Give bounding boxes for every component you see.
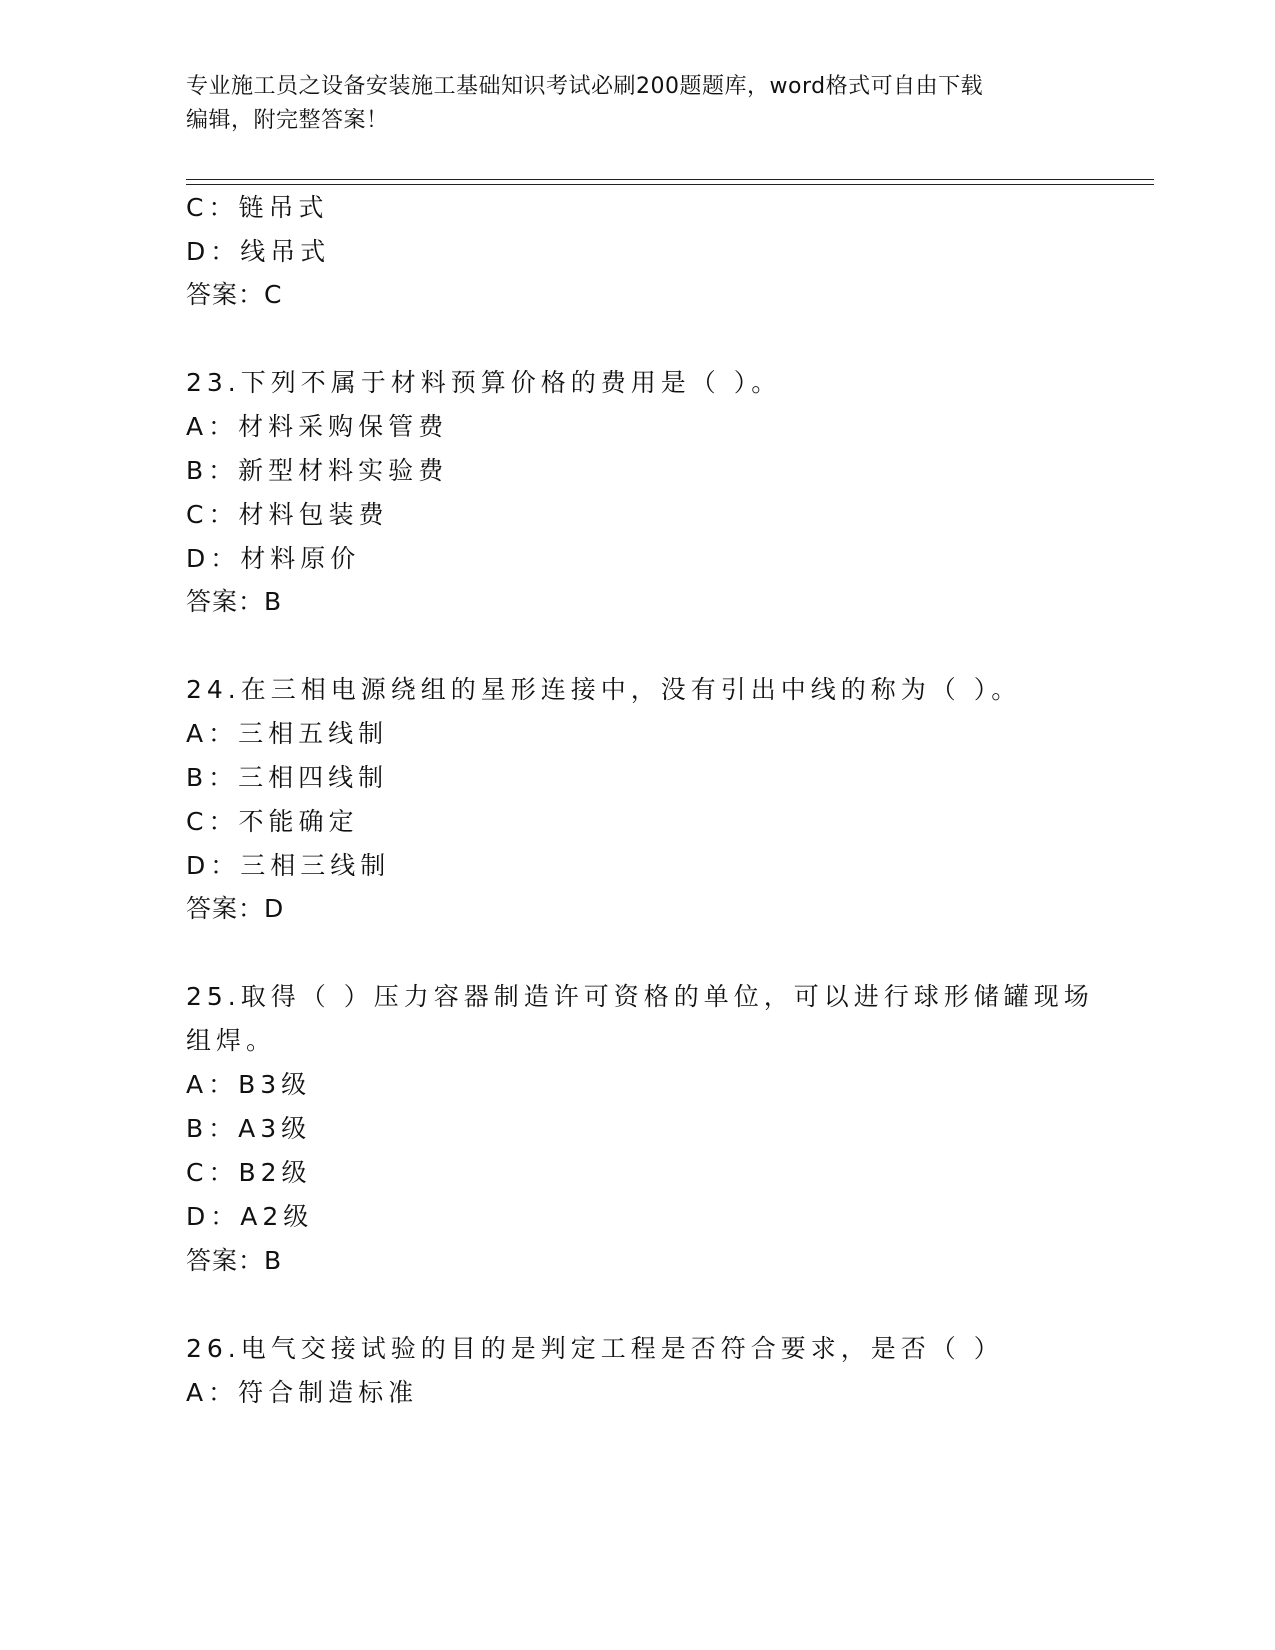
q26-option-a: A：符合制造标准 — [186, 1378, 419, 1407]
q23-option-b: B：新型材料实验费 — [186, 456, 449, 485]
q24-option-b: B：三相四线制 — [186, 763, 389, 792]
q23-option-a: A：材料采购保管费 — [186, 412, 449, 441]
header-line-1: 专业施工员之设备安装施工基础知识考试必刷200题题库，word格式可自由下载 — [186, 74, 984, 99]
header-divider-bottom — [186, 184, 1154, 185]
q25-question-line-1: 25.取得（ ）压力容器制造许可资格的单位，可以进行球形储罐现场 — [186, 982, 1094, 1011]
header-line-2: 编辑，附完整答案！ — [186, 108, 389, 133]
q23-question: 23.下列不属于材料预算价格的费用是（ ）。 — [186, 368, 782, 397]
q23-option-c: C：材料包装费 — [186, 500, 389, 529]
q24-option-d: D：三相三线制 — [186, 851, 391, 880]
q26-question: 26.电气交接试验的目的是判定工程是否符合要求，是否（ ） — [186, 1334, 1004, 1363]
q22-answer: 答案：C — [186, 280, 283, 309]
q25-option-c: C：B2级 — [186, 1158, 312, 1187]
q25-question-line-2: 组焊。 — [186, 1026, 277, 1055]
q25-answer: 答案：B — [186, 1246, 283, 1275]
header-divider-top — [186, 179, 1154, 180]
document-header — [186, 70, 1086, 138]
q24-option-a: A：三相五线制 — [186, 719, 389, 748]
q24-answer: 答案：D — [186, 894, 285, 923]
q24-option-c: C：不能确定 — [186, 807, 359, 836]
q23-option-d: D：材料原价 — [186, 544, 361, 573]
q22-option-d: D：线吊式 — [186, 237, 331, 266]
q25-option-b: B：A3级 — [186, 1114, 312, 1143]
q24-question: 24.在三相电源绕组的星形连接中，没有引出中线的称为（ ）。 — [186, 675, 1022, 704]
q25-option-a: A：B3级 — [186, 1070, 312, 1099]
q25-option-d: D：A2级 — [186, 1202, 314, 1231]
q23-answer: 答案：B — [186, 587, 283, 616]
q22-option-c: C：链吊式 — [186, 193, 329, 222]
